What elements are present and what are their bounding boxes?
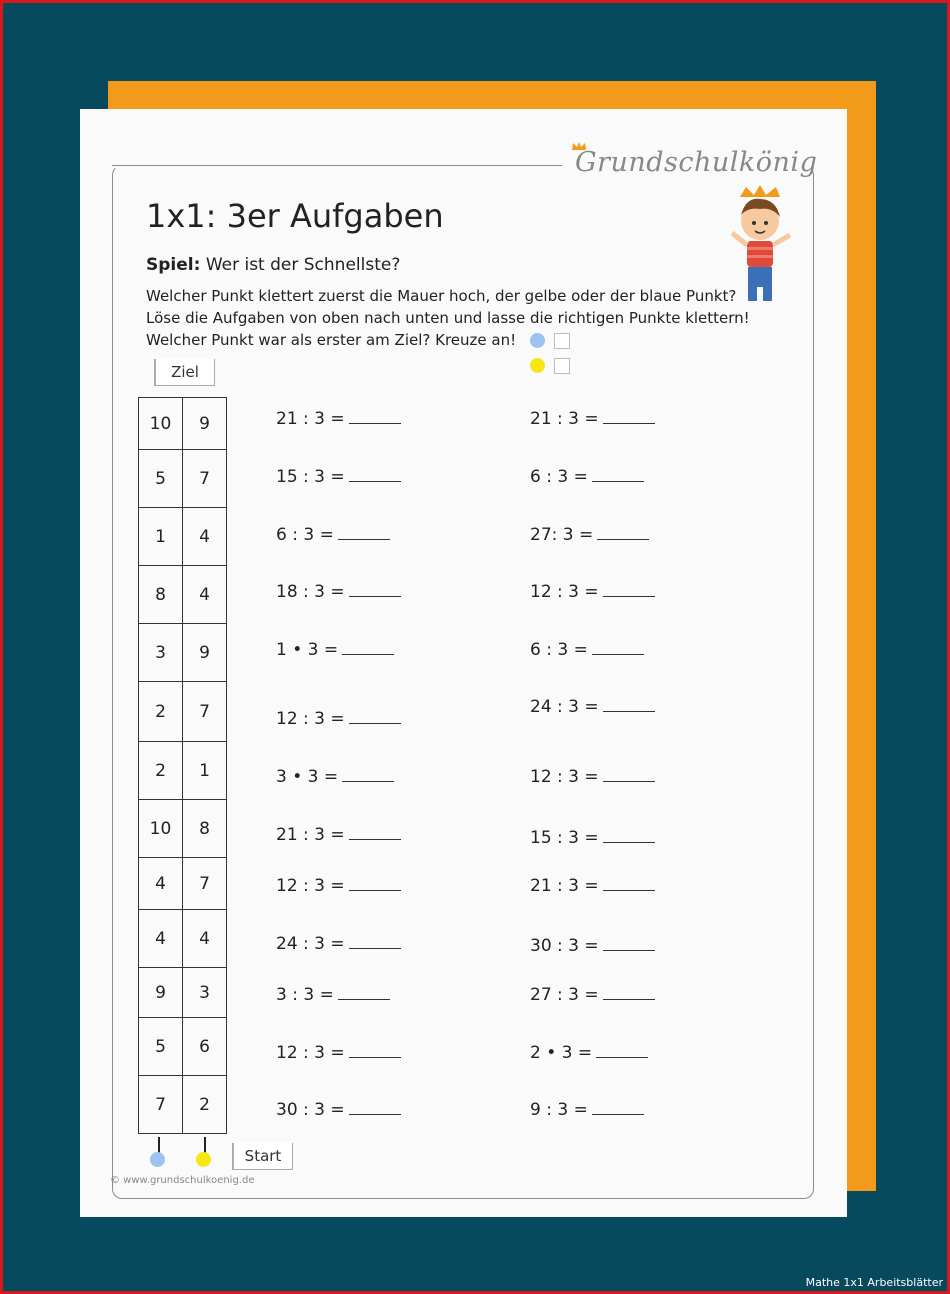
task-expression: 6 : 3 = bbox=[530, 467, 588, 487]
right-task bbox=[530, 876, 655, 896]
wall-row bbox=[139, 910, 227, 968]
wall-cell-left: 3 bbox=[139, 624, 183, 682]
left-task bbox=[276, 582, 401, 602]
answer-blank[interactable] bbox=[603, 830, 655, 843]
answer-blank[interactable] bbox=[597, 527, 649, 540]
answer-blank[interactable] bbox=[603, 878, 655, 891]
task-expression: 15 : 3 = bbox=[276, 467, 345, 487]
blue-dot-icon bbox=[530, 333, 545, 348]
right-task bbox=[530, 525, 649, 545]
left-task bbox=[276, 525, 390, 545]
wall-cell-left: 5 bbox=[139, 450, 183, 508]
answer-blank[interactable] bbox=[349, 936, 401, 949]
task-expression: 3 • 3 = bbox=[276, 767, 339, 787]
task-expression: 6 : 3 = bbox=[530, 640, 588, 660]
instruction-2: Löse die Aufgaben von oben nach unten und lasse die richtigen Punkte klettern! bbox=[146, 309, 750, 327]
task-expression: 1 • 3 = bbox=[276, 640, 339, 660]
right-task bbox=[530, 1043, 648, 1063]
instruction-3: Welcher Punkt war als erster am Ziel? Kreuze an! bbox=[146, 331, 517, 349]
answer-blank[interactable] bbox=[342, 769, 394, 782]
right-task bbox=[530, 936, 655, 956]
wall-cell-right: 7 bbox=[183, 450, 227, 508]
task-expression: 12 : 3 = bbox=[530, 582, 599, 602]
answer-blank[interactable] bbox=[349, 1102, 401, 1115]
worksheet bbox=[80, 109, 847, 1217]
task-expression: 9 : 3 = bbox=[530, 1100, 588, 1120]
right-task bbox=[530, 828, 655, 848]
wall-cell-left: 2 bbox=[139, 742, 183, 800]
answer-blank[interactable] bbox=[349, 411, 401, 424]
wall-cell-right: 9 bbox=[183, 398, 227, 450]
yellow-start-dot-icon bbox=[196, 1152, 211, 1167]
wall-cell-right: 6 bbox=[183, 1018, 227, 1076]
task-expression: 3 : 3 = bbox=[276, 985, 334, 1005]
task-expression: 30 : 3 = bbox=[530, 936, 599, 956]
left-task bbox=[276, 767, 394, 787]
answer-blank[interactable] bbox=[596, 1045, 648, 1058]
wall-cell-right: 7 bbox=[183, 682, 227, 742]
wall-cell-right: 8 bbox=[183, 800, 227, 858]
task-expression: 24 : 3 = bbox=[276, 934, 345, 954]
left-task bbox=[276, 1043, 401, 1063]
wall-cell-left: 7 bbox=[139, 1076, 183, 1134]
answer-blank[interactable] bbox=[349, 878, 401, 891]
wall-cell-right: 4 bbox=[183, 566, 227, 624]
wall-row bbox=[139, 1076, 227, 1134]
task-expression: 12 : 3 = bbox=[276, 709, 345, 729]
wall-cell-right: 7 bbox=[183, 858, 227, 910]
left-task bbox=[276, 985, 390, 1005]
answer-blank[interactable] bbox=[349, 469, 401, 482]
right-task bbox=[530, 467, 644, 487]
wall-cell-left: 8 bbox=[139, 566, 183, 624]
answer-blank[interactable] bbox=[349, 827, 401, 840]
task-expression: 2 • 3 = bbox=[530, 1043, 593, 1063]
task-expression: 21 : 3 = bbox=[530, 409, 599, 429]
checkbox-yellow[interactable] bbox=[554, 358, 570, 374]
answer-blank[interactable] bbox=[338, 987, 390, 1000]
right-task bbox=[530, 697, 655, 717]
wall-row bbox=[139, 450, 227, 508]
task-expression: 12 : 3 = bbox=[276, 876, 345, 896]
wall-cell-left: 10 bbox=[139, 800, 183, 858]
right-task bbox=[530, 640, 644, 660]
left-task bbox=[276, 1100, 401, 1120]
answer-blank[interactable] bbox=[349, 1045, 401, 1058]
answer-blank[interactable] bbox=[592, 642, 644, 655]
task-expression: 30 : 3 = bbox=[276, 1100, 345, 1120]
task-expression: 27: 3 = bbox=[530, 525, 594, 545]
wall-cell-right: 4 bbox=[183, 910, 227, 968]
yellow-dot-icon bbox=[530, 358, 545, 373]
wall-cell-right: 2 bbox=[183, 1076, 227, 1134]
task-expression: 24 : 3 = bbox=[530, 697, 599, 717]
task-expression: 12 : 3 = bbox=[530, 767, 599, 787]
right-task bbox=[530, 409, 655, 429]
wall-cell-left: 4 bbox=[139, 858, 183, 910]
wall-row bbox=[139, 508, 227, 566]
start-label: Start bbox=[232, 1143, 293, 1170]
wall-cell-right: 9 bbox=[183, 624, 227, 682]
answer-blank[interactable] bbox=[603, 987, 655, 1000]
left-task bbox=[276, 640, 394, 660]
task-expression: 15 : 3 = bbox=[530, 828, 599, 848]
task-expression: 21 : 3 = bbox=[276, 409, 345, 429]
game-label: Spiel: bbox=[146, 255, 201, 275]
task-expression: 27 : 3 = bbox=[530, 985, 599, 1005]
left-task bbox=[276, 409, 401, 429]
left-task bbox=[276, 825, 401, 845]
answer-blank[interactable] bbox=[349, 584, 401, 597]
task-expression: 18 : 3 = bbox=[276, 582, 345, 602]
goal-label: Ziel bbox=[154, 359, 215, 386]
task-expression: 12 : 3 = bbox=[276, 1043, 345, 1063]
wall-row bbox=[139, 742, 227, 800]
right-task bbox=[530, 767, 655, 787]
answer-blank[interactable] bbox=[592, 469, 644, 482]
answer-blank[interactable] bbox=[592, 1102, 644, 1115]
wall-cell-left: 10 bbox=[139, 398, 183, 450]
answer-blank[interactable] bbox=[338, 527, 390, 540]
checkbox-blue[interactable] bbox=[554, 333, 570, 349]
answer-blank[interactable] bbox=[342, 642, 394, 655]
image-caption: Mathe 1x1 Arbeitsblätter bbox=[805, 1276, 943, 1289]
wall-row bbox=[139, 1018, 227, 1076]
left-task bbox=[276, 934, 401, 954]
wall-cell-left: 5 bbox=[139, 1018, 183, 1076]
wall-row bbox=[139, 624, 227, 682]
footer-copyright: © www.grundschulkoenig.de bbox=[110, 1175, 255, 1186]
wall-cell-right: 1 bbox=[183, 742, 227, 800]
page-title: 1x1: 3er Aufgaben bbox=[146, 197, 444, 235]
task-expression: 6 : 3 = bbox=[276, 525, 334, 545]
answer-blank[interactable] bbox=[603, 584, 655, 597]
wall-row bbox=[139, 566, 227, 624]
answer-blank[interactable] bbox=[603, 699, 655, 712]
wall-cell-left: 9 bbox=[139, 968, 183, 1018]
answer-blank[interactable] bbox=[603, 938, 655, 951]
answer-blank[interactable] bbox=[349, 711, 401, 724]
brand-logo: Grundschulkönig bbox=[575, 147, 818, 178]
game-subtitle bbox=[146, 255, 400, 275]
right-task bbox=[530, 1100, 644, 1120]
wall-row bbox=[139, 398, 227, 450]
answer-blank[interactable] bbox=[603, 769, 655, 782]
left-task bbox=[276, 876, 401, 896]
left-task bbox=[276, 467, 401, 487]
right-task bbox=[530, 985, 655, 1005]
wall-row bbox=[139, 800, 227, 858]
instruction-1: Welcher Punkt klettert zuerst die Mauer hoch, der gelbe oder der blaue Punkt? bbox=[146, 287, 737, 305]
left-task bbox=[276, 709, 401, 729]
task-expression: 21 : 3 = bbox=[276, 825, 345, 845]
answer-blank[interactable] bbox=[603, 411, 655, 424]
climbing-wall bbox=[138, 397, 227, 1134]
wall-cell-left: 1 bbox=[139, 508, 183, 566]
wall-cell-right: 4 bbox=[183, 508, 227, 566]
blue-start-dot-icon bbox=[150, 1152, 165, 1167]
game-question: Wer ist der Schnellste? bbox=[205, 255, 401, 275]
right-task bbox=[530, 582, 655, 602]
task-expression: 21 : 3 = bbox=[530, 876, 599, 896]
page-frame-top bbox=[112, 165, 562, 166]
wall-row bbox=[139, 682, 227, 742]
wall-cell-left: 4 bbox=[139, 910, 183, 968]
wall-cell-right: 3 bbox=[183, 968, 227, 1018]
wall-row bbox=[139, 968, 227, 1018]
wall-cell-left: 2 bbox=[139, 682, 183, 742]
wall-row bbox=[139, 858, 227, 910]
